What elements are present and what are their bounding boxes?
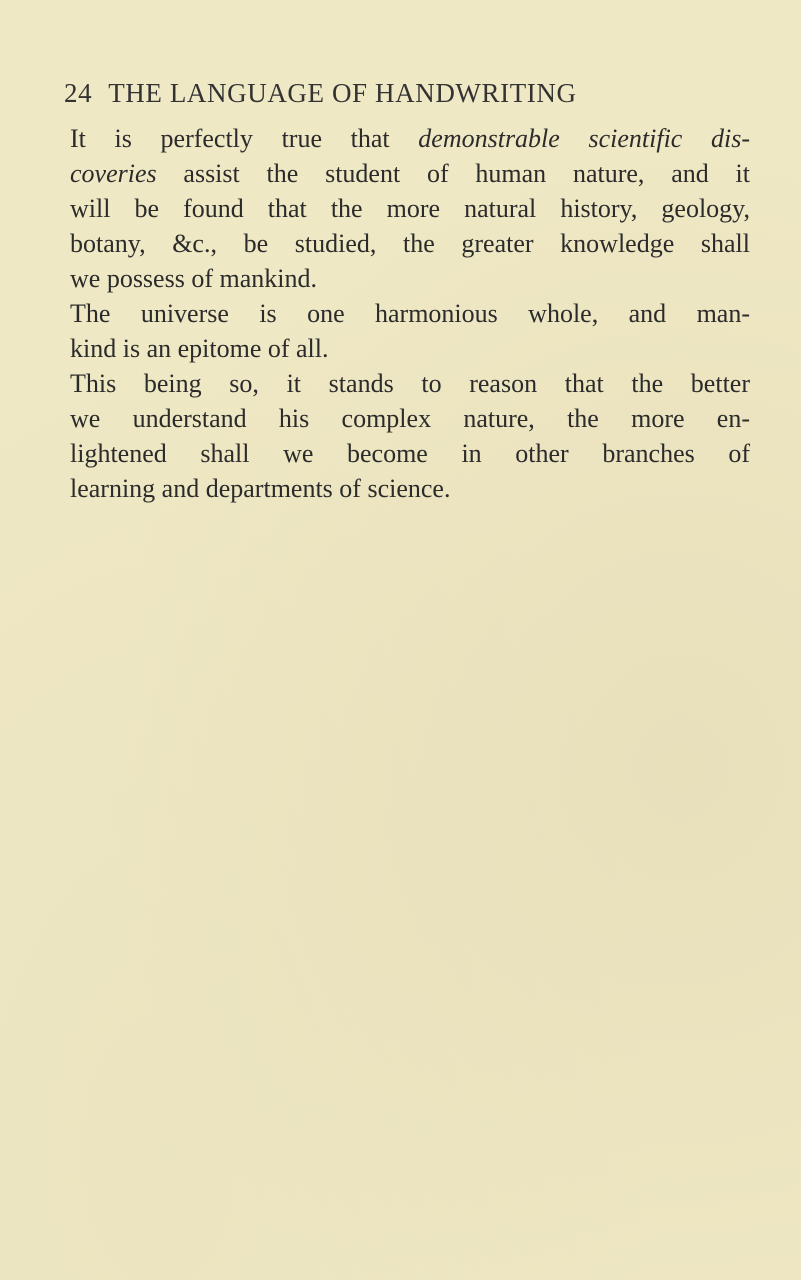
text-line: we understand his complex nature, the more en- (70, 404, 750, 433)
text-line: This being so, it stands to reason that the better (70, 369, 750, 398)
text-line: lightened shall we become in other branches of (70, 439, 750, 468)
text-line (70, 121, 750, 156)
text-line: The universe is one harmonious whole, and man- (70, 299, 750, 328)
text-span: It is perfectly true that (70, 124, 419, 153)
running-title: THE LANGUAGE OF HANDWRITING (108, 78, 577, 108)
italic-phrase: coveries (70, 159, 157, 188)
text-line (70, 156, 750, 191)
body-text (70, 121, 750, 506)
running-head (64, 78, 764, 118)
text-line: learning and departments of science. (70, 474, 451, 503)
page-number: 24 (64, 78, 93, 108)
text-span: assist the student of human nature, and it (156, 159, 750, 188)
text-line: kind is an epitome of all. (70, 334, 329, 363)
text-line: will be found that the more natural history, geology, (70, 194, 750, 223)
text-line: botany, &c., be studied, the greater knowledge shall (70, 229, 750, 258)
italic-phrase: demonstrable scientific dis- (418, 124, 750, 153)
text-line: we possess of mankind. (70, 264, 317, 293)
